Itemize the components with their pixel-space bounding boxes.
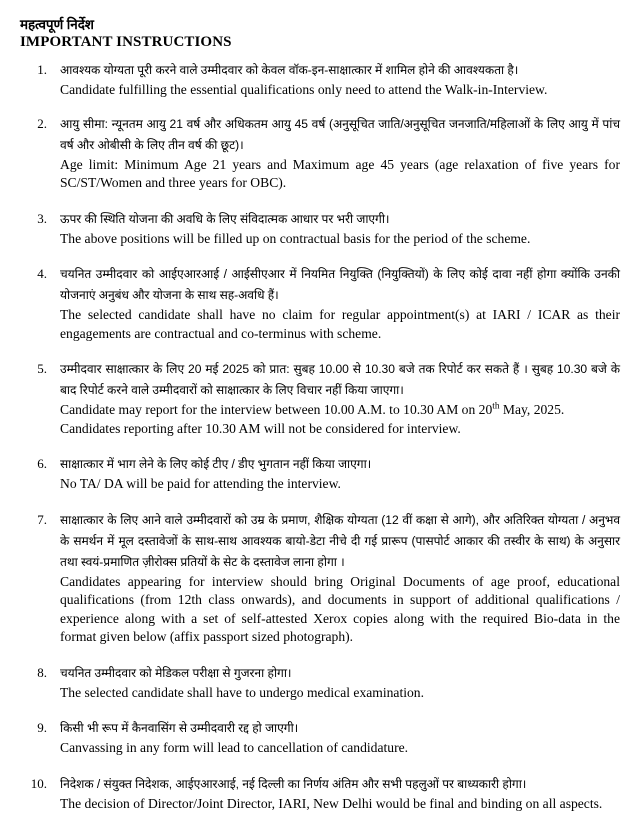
ordinal-suffix: th (492, 400, 500, 411)
list-item-text-hindi: साक्षात्कार में भाग लेने के लिए कोई टीए / डीए भुगतान नहीं किया जाएगा। (60, 457, 372, 471)
list-item (20, 510, 620, 647)
list-item-text-hindi: निदेशक / संयुक्त निदेशक, आईएआरआई, नई दिल्ली का निर्णय अंतिम और सभी पहलुओं पर बाध्यकारी होगा। (60, 776, 527, 791)
list-item-text-english: Candidate fulfilling the essential qualifications only need to attend the Walk-in-Interview. (60, 82, 548, 97)
list-item-text-english: The selected candidate shall have no claim for regular appointment(s) at IARI / ICAR as their engagements are contractual and co-terminus with scheme. (60, 307, 620, 341)
list-item-number: 4. (37, 266, 47, 281)
list-item-text-english: Age limit: Minimum Age 21 years and Maximum age 45 years (age relaxation of five years for SC/ST/Women and three years for OBC). (60, 156, 620, 190)
list-item-body (60, 60, 620, 100)
interview-time-sentence-pre: Candidate may report for the interview between 10.00 A.M. to 10.30 AM on 20 (60, 402, 493, 417)
list-item-text-english-part1 (60, 401, 620, 420)
list-item-text-english-part2: Candidates reporting after 10.30 AM will not be considered for interview. (60, 420, 461, 436)
interview-time-sentence-post: May, 2025. (499, 402, 565, 417)
page-title-hindi: महत्वपूर्ण निर्देश (20, 17, 94, 32)
document-heading (20, 17, 620, 52)
list-item-body (60, 510, 620, 647)
list-item-number: 7. (37, 511, 47, 527)
list-item-text-english: The decision of Director/Joint Director, IARI, New Delhi would be final and binding on all aspects. (60, 795, 603, 811)
list-item-number: 3. (37, 210, 47, 226)
list-item-body (60, 663, 620, 703)
list-item-text-hindi: साक्षात्कार के लिए आने वाले उम्मीदवारों को उम्र के प्रमाण, शैक्षिक योग्यता (12 वीं कक्षा से आगे), और अतिरिक्त योग्यता / अनुभव के समर्थन में मूल दस्तावेजों के साथ-साथ आवश्यक बायो-डेटा नीचे दी गई प्रारूप (पासपोर्ट आकार की तस्वीर के साथ) के अनुसार तथा स्वयं-प्रमाणित ज़ीरोक्स प्रतियों के सेट के दस्तावेज लाना होगा । (60, 512, 620, 569)
list-item-number: 1. (37, 62, 47, 77)
list-item-text-hindi: आयु सीमा: न्यूनतम आयु 21 वर्ष और अधिकतम आयु 45 वर्ष (अनुसूचित जाति/अनुसूचित जनजाति/महिलाओं के लिए आयु में पांच वर्ष और ओबीसी के लिए तीन वर्ष की छूट)। (60, 116, 620, 152)
list-item-text-hindi: चयनित उम्मीदवार को मेडिकल परीक्षा से गुजरना होगा। (60, 665, 292, 680)
list-item-text-hindi: किसी भी रूप में कैनवासिंग से उम्मीदवारी रद्द हो जाएगी। (60, 721, 299, 735)
instructions-list (20, 60, 620, 813)
list-item-number: 5. (37, 361, 47, 376)
list-item-number: 10. (30, 775, 47, 791)
list-item-text-english: Candidates appearing for interview should bring Original Documents of age proof, educational qualifications (from 12th class onwards), and documents in support of additional qualifications / experience along with a set of self-attested Xerox copies along with the required Bio-data in the format given below (affix passport sized photograph). (60, 573, 620, 644)
list-item (20, 264, 620, 343)
list-item (20, 663, 620, 703)
list-item-body (60, 359, 620, 438)
list-item (20, 60, 620, 100)
list-item (20, 454, 620, 494)
list-item-text-english: The above positions will be filled up on contractual basis for the period of the scheme. (60, 230, 531, 246)
list-item-text-hindi: चयनित उम्मीदवार को आईएआरआई / आईसीएआर में नियमित नियुक्ति (नियुक्तियों) के लिए कोई दावा नहीं होगा क्योंकि उनकी योजनाएं अनुबंध और योजना के साथ सह-अवधि हैं। (60, 267, 620, 302)
list-item-text-english: The selected candidate shall have to undergo medical examination. (60, 684, 424, 700)
list-item-number: 2. (37, 115, 47, 131)
page-title-english: IMPORTANT INSTRUCTIONS (20, 34, 232, 50)
list-item-body (60, 209, 620, 249)
list-item-text-hindi: ऊपर की स्थिति योजना की अवधि के लिए संविदात्मक आधार पर भरी जाएगी। (60, 211, 390, 226)
list-item (20, 774, 620, 814)
list-item-text-english: No TA/ DA will be paid for attending the interview. (60, 476, 341, 491)
list-item-text-hindi: उम्मीदवार साक्षात्कार के लिए 20 मई 2025 को प्रात: सुबह 10.00 से 10.30 बजे तक रिपोर्ट कर सकते हैं । सुबह 10.30 बजे के बाद रिपोर्ट करने वाले उम्मीदवारों को साक्षात्कार के लिए विचार नहीं किया जाएगा। (60, 362, 620, 397)
list-item (20, 359, 620, 438)
list-item-text-english: Canvassing in any form will lead to cancellation of candidature. (60, 740, 409, 755)
list-item-number: 9. (37, 720, 47, 735)
list-item-body (60, 264, 620, 343)
list-item (20, 209, 620, 249)
list-item-number: 8. (37, 664, 47, 680)
list-item-text-hindi: आवश्यक योग्यता पूरी करने वाले उम्मीदवार को केवल वॉक-इन-साक्षात्कार में शामिल होने की आवश्यकता है। (60, 63, 519, 77)
list-item (20, 718, 620, 758)
list-item-body (60, 718, 620, 758)
list-item-body (60, 774, 620, 814)
list-item-body (60, 454, 620, 494)
list-item-body (60, 114, 620, 193)
list-item-number: 6. (37, 456, 47, 471)
list-item (20, 114, 620, 193)
